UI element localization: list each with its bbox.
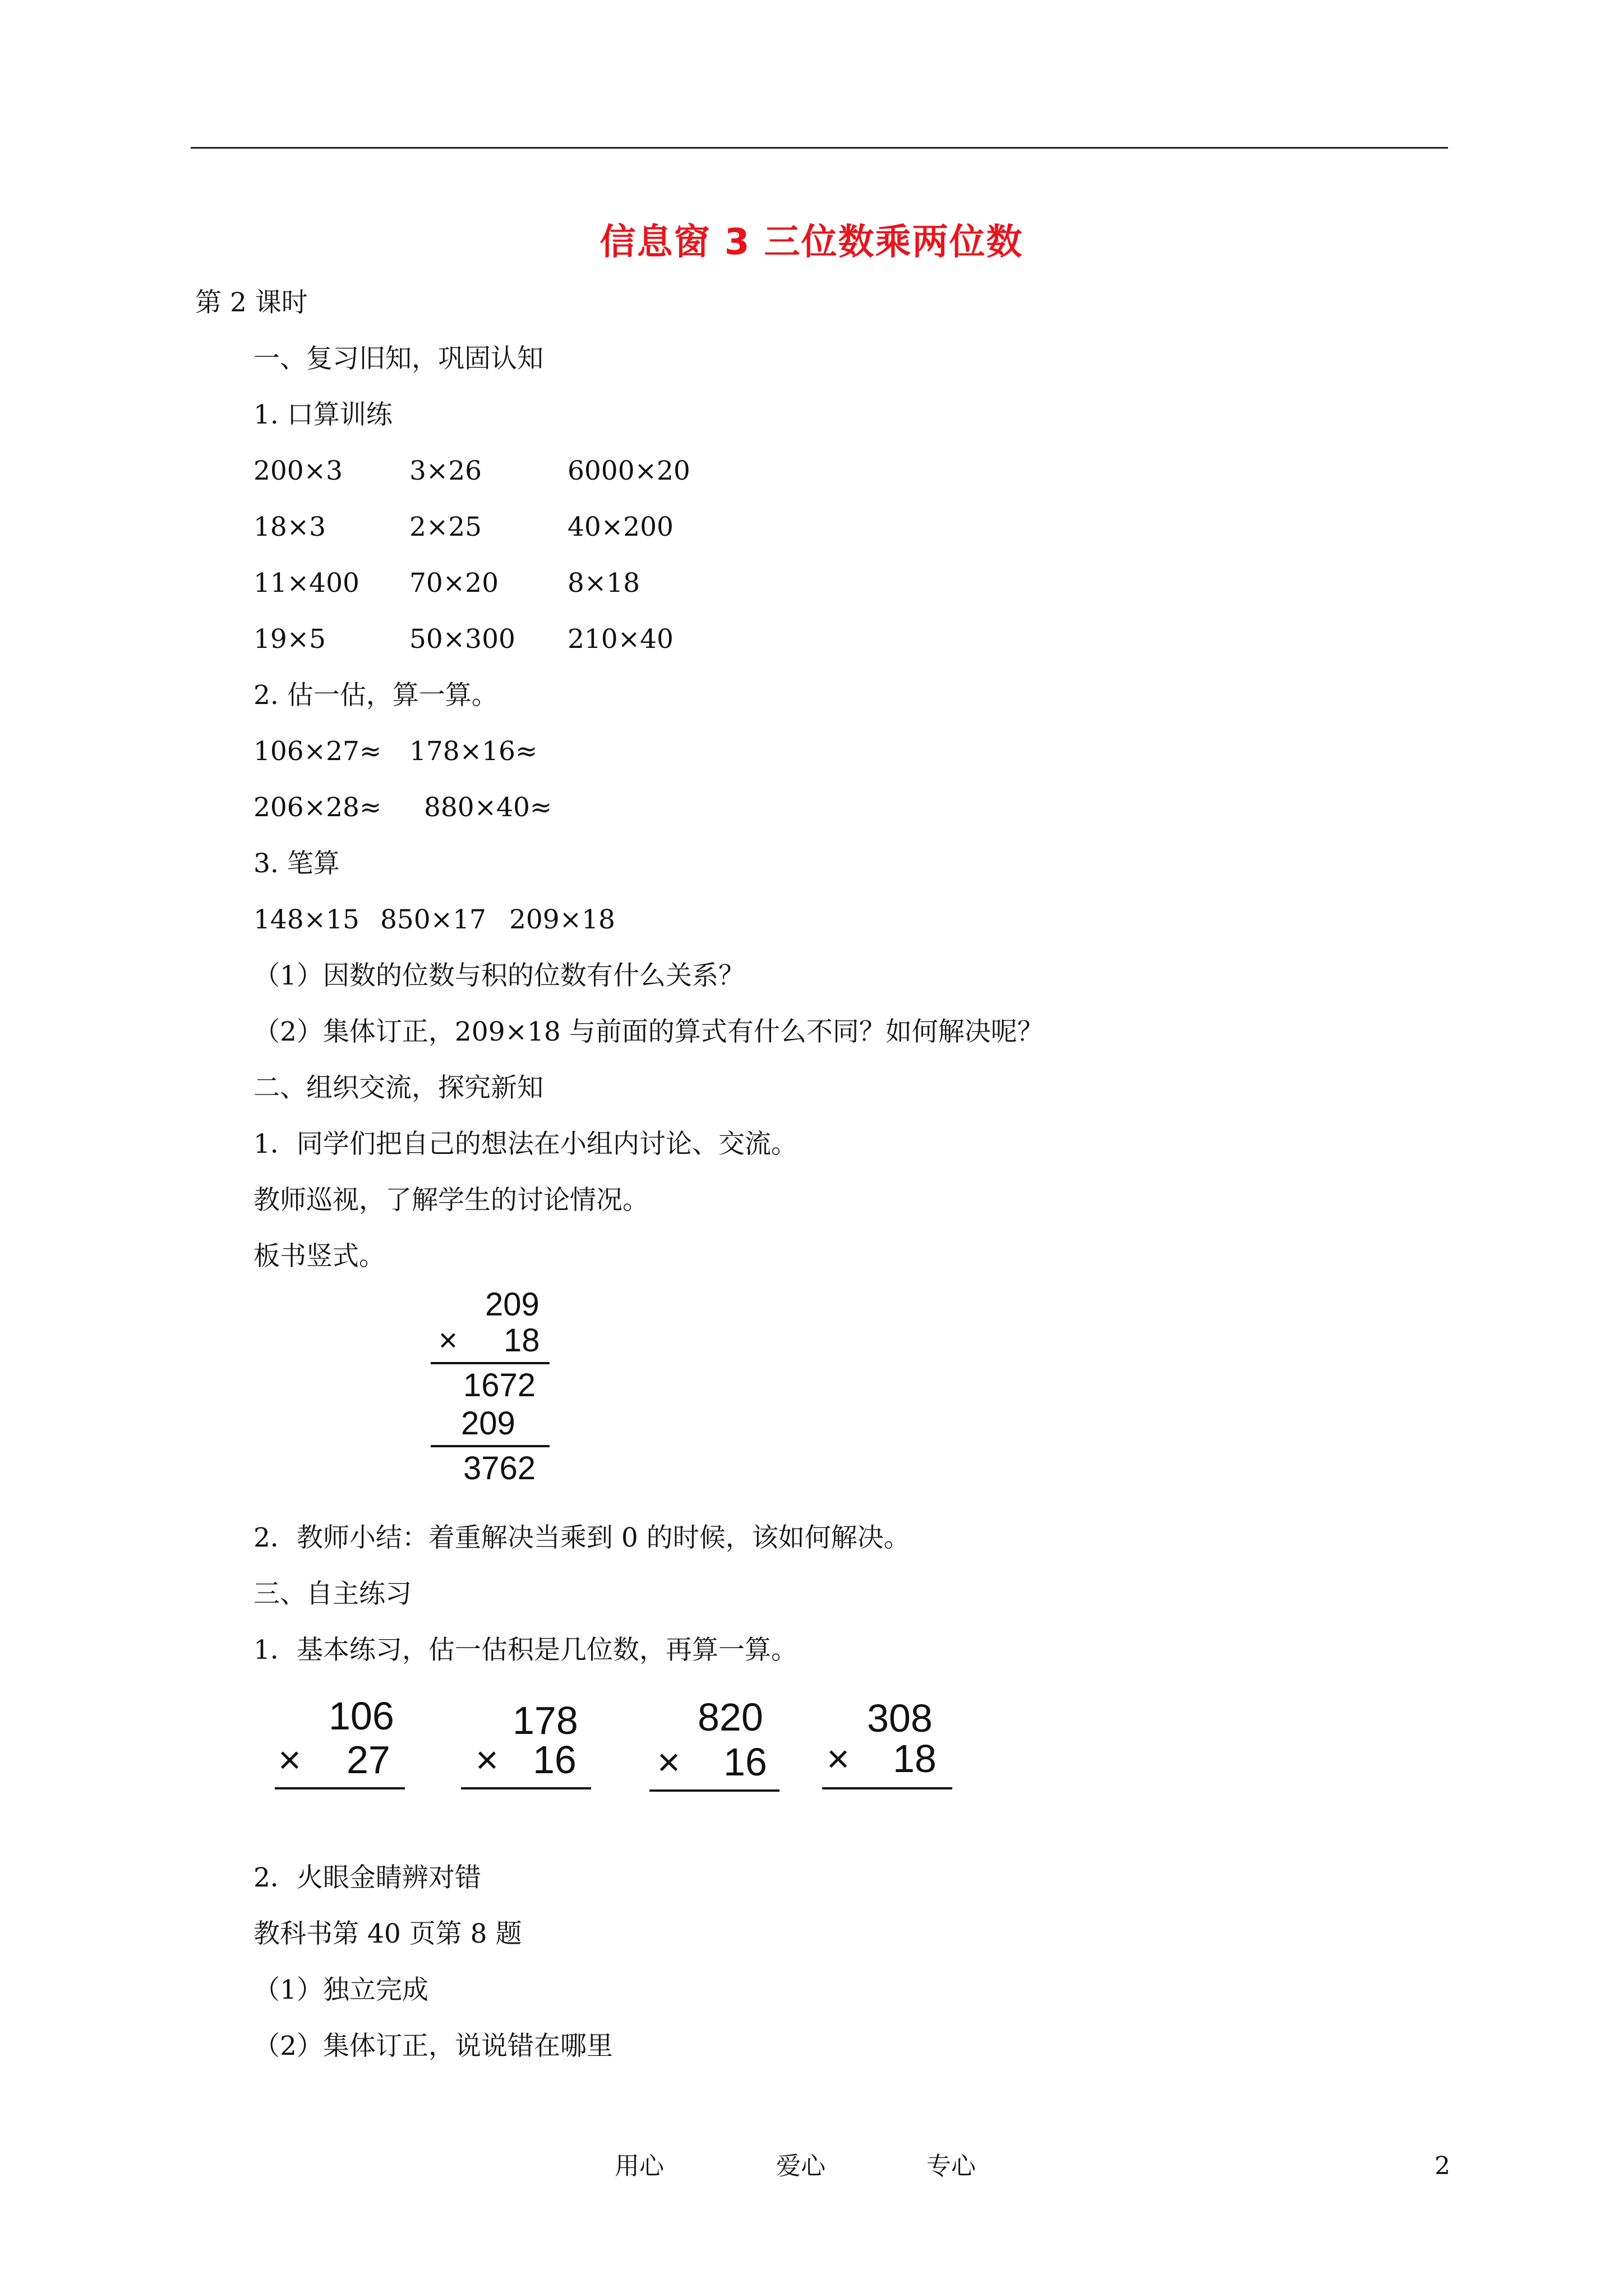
oral-cell: 19×5 — [253, 624, 326, 655]
problem-top: 820 — [698, 1695, 763, 1739]
problem-bottom: 27 — [347, 1738, 390, 1782]
problem-bottom: 16 — [723, 1740, 767, 1784]
page-number: 2 — [1435, 2152, 1450, 2180]
times-sign: × — [657, 1740, 680, 1784]
footer-word: 专心 — [926, 2152, 976, 2180]
section2-heading: 二、组织交流，探究新知 — [253, 1073, 543, 1103]
written-calc: 148×15 — [253, 904, 359, 935]
oral-cell: 18×3 — [253, 512, 326, 542]
multiplier: 18 — [504, 1322, 540, 1359]
textbook-reference: 教科书第 40 页第 8 题 — [253, 1918, 522, 1949]
oral-cell: 8×18 — [568, 568, 640, 599]
section2-line3: 板书竖式。 — [253, 1241, 385, 1272]
section1-item1: 1. 口算训练 — [253, 399, 393, 430]
times-sign: × — [476, 1738, 499, 1782]
problem-rule — [461, 1787, 591, 1789]
times-sign: × — [278, 1738, 301, 1782]
calc-rule — [431, 1362, 550, 1364]
section3-heading: 三、自主练习 — [253, 1579, 412, 1609]
multiplicand: 209 — [485, 1286, 540, 1323]
problem-rule — [649, 1789, 780, 1792]
partial-product-1: 1672 — [463, 1367, 536, 1404]
section2-line2: 教师巡视，了解学生的讨论情况。 — [253, 1185, 649, 1216]
footer-word: 用心 — [615, 2152, 664, 2180]
oral-cell: 6000×20 — [568, 455, 690, 486]
question-2: （2）集体订正，209×18 与前面的算式有什么不同？如何解决呢？ — [253, 1016, 1044, 1047]
section3-item1: 1．基本练习，估一估积是几位数，再算一算。 — [253, 1635, 797, 1665]
question-1: （1）因数的位数与积的位数有什么关系？ — [253, 960, 745, 991]
section1-item2: 2. 估一估，算一算。 — [253, 680, 498, 711]
problem-bottom: 18 — [893, 1737, 937, 1780]
problem-rule — [822, 1787, 952, 1789]
footer-word: 爱心 — [776, 2152, 826, 2180]
oral-cell: 50×300 — [409, 624, 515, 655]
section1-item3: 3. 笔算 — [253, 848, 340, 879]
calc-rule — [431, 1445, 550, 1447]
problem-top: 308 — [867, 1696, 933, 1740]
header-rule — [191, 147, 1448, 149]
sub-step-1: （1）独立完成 — [253, 1975, 428, 2005]
problem-top: 178 — [513, 1699, 578, 1742]
estimate-cell: 106×27≈ — [253, 736, 382, 767]
estimate-cell: 206×28≈ — [253, 792, 382, 823]
problem-top: 106 — [329, 1694, 394, 1738]
oral-cell: 200×3 — [253, 455, 343, 486]
section1-heading: 一、复习旧知，巩固认知 — [253, 343, 543, 374]
final-product: 3762 — [463, 1450, 536, 1487]
oral-cell: 70×20 — [409, 568, 499, 599]
partial-product-2: 209 — [461, 1405, 515, 1442]
lesson-label: 第 2 课时 — [195, 287, 308, 318]
oral-cell: 40×200 — [568, 512, 674, 542]
oral-cell: 210×40 — [568, 624, 674, 655]
page-title: 信息窗 3 三位数乘两位数 — [600, 222, 1023, 263]
problem-bottom: 16 — [533, 1738, 577, 1782]
section2-item1: 1．同学们把自己的想法在小组内讨论、交流。 — [253, 1129, 797, 1159]
times-sign: × — [439, 1322, 458, 1359]
section2-item2: 2．教师小结：着重解决当乘到 0 的时候，该如何解决。 — [253, 1522, 910, 1553]
written-calc: 209×18 — [509, 904, 615, 935]
times-sign: × — [827, 1737, 850, 1780]
oral-cell: 3×26 — [409, 455, 482, 486]
oral-cell: 2×25 — [409, 512, 482, 542]
written-calc: 850×17 — [380, 904, 486, 935]
estimate-cell: 178×16≈ — [409, 736, 538, 767]
oral-cell: 11×400 — [253, 568, 359, 599]
sub-step-2: （2）集体订正，说说错在哪里 — [253, 2031, 613, 2062]
problem-rule — [275, 1787, 405, 1789]
estimate-cell: 880×40≈ — [424, 792, 552, 823]
section3-item2: 2．火眼金睛辨对错 — [253, 1862, 481, 1893]
